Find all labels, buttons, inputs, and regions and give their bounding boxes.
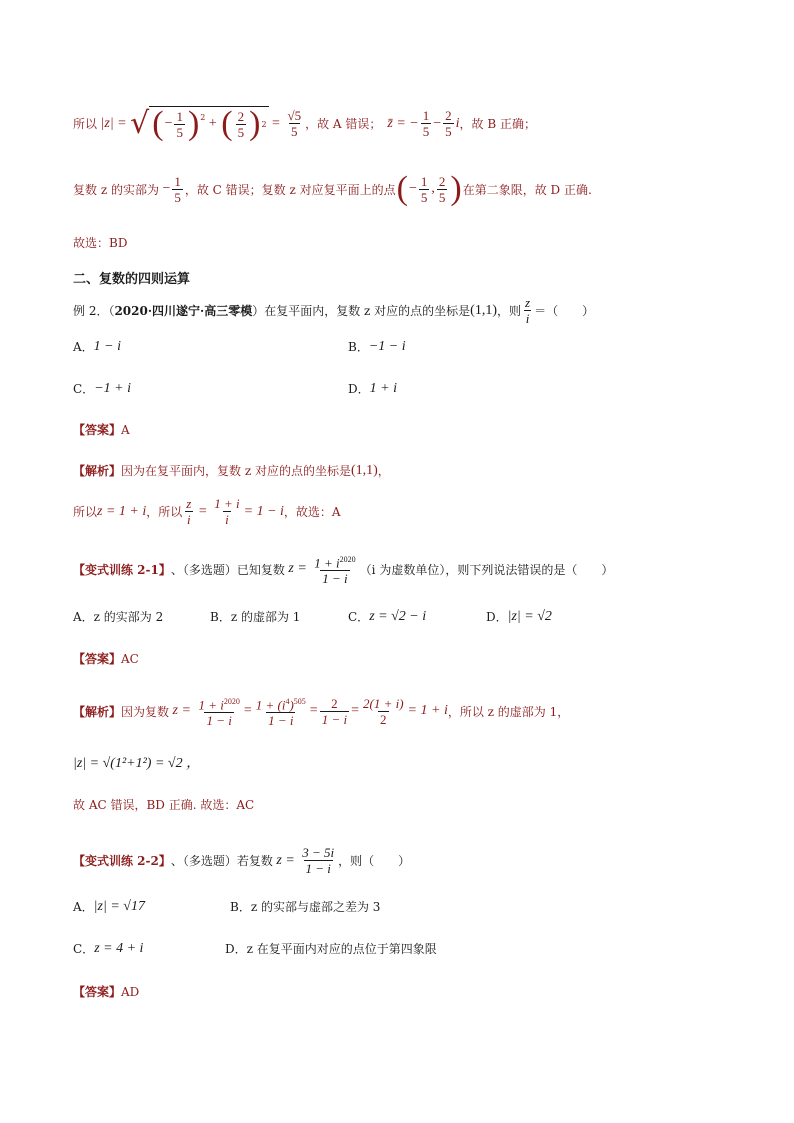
option-label: D．	[348, 382, 370, 396]
answer-value: A	[121, 422, 130, 437]
solution-line-real-part: 复数 z 的实部为 − $\frac{1}{5}$ ，故 C 错误；复数 z 对应复平面上的点 ( − $\frac{1}{5}$ , $\frac{2}{5}$ ) 在第二象限，故 D 正确.	[73, 170, 592, 207]
example-coord: (1,1)	[470, 302, 497, 318]
option-label: B．	[348, 340, 369, 354]
analysis-text: 因为在复平面内，复数 z 对应的点的坐标是	[121, 464, 351, 478]
section-title	[73, 268, 190, 287]
analysis-tail: ，	[377, 464, 390, 478]
answer-label: 【答案】	[73, 652, 122, 666]
ex2-calculation: 所以 z = 1 + i ，所以 $\frac{z}{i}$ = $\frac{1 + i}{i}$ = 1 − i ，故选：A	[73, 496, 341, 527]
variant-text: 、（多选题）若复数	[170, 854, 273, 868]
option-value: −1 − i	[368, 338, 406, 354]
option-label: C．	[73, 382, 95, 396]
math-abs-z: |z| =	[97, 115, 131, 131]
variant-2-2-question: 【变式训练 2-2】 、（多选题）若复数 z = $\frac{3 - 5i}{1 - i}$ ，则（ ）	[73, 845, 411, 876]
option-label: C．	[348, 610, 370, 624]
option-value: |z| = √2	[507, 608, 552, 624]
solution-line-modulus: 所以 |z| = √ ( − $\frac{1}{5}$ ) 2 + ( $\frac{2}{5}$ ) 2 = $\frac{√5}{5}$ ，故 A 错误； z̄ = − $\frac{1}{5}$ − $\frac{2}{5}$ i ，故 B 正确；	[73, 105, 536, 142]
analysis-eq: = 1 + i	[407, 703, 448, 719]
option-label: A．	[73, 340, 94, 354]
answer-label: 【答案】	[73, 423, 122, 437]
answer-value: AC	[121, 651, 139, 666]
example-source: 2020·四川遂宁·高三零模	[114, 304, 253, 318]
text-mid: ，故 A 错误；	[305, 117, 382, 131]
text-prefix: 复数 z 的实部为	[73, 182, 159, 197]
math-sqrt: √ ( − $\frac{1}{5}$ ) 2 + ( $\frac{2}{5}$ ) 2	[130, 105, 267, 142]
variant-note: （i 为虚数单位），则下列说法错误的是（ ）	[359, 562, 614, 577]
ex2-option-a	[73, 338, 121, 355]
example-2-question: 例 2．（ 2020·四川遂宁·高三零模 ）在复平面内，复数 z 对应的点的坐标是 (1,1) ，则 $\frac{z}{i}$ ＝（ ）	[73, 295, 595, 326]
calc-prefix: 所以	[73, 505, 98, 519]
calc-eq2: = 1 − i	[243, 503, 284, 519]
var1-modulus	[73, 752, 200, 772]
option-label: C．	[73, 942, 95, 956]
variant-2-1-question: 【变式训练 2-1】 、（多选题）已知复数 z = $\frac{1 + i^{2020}}{1 - i}$ （i 为虚数单位），则下列说法错误的是（ ）	[73, 555, 614, 587]
option-value: |z| = √17	[93, 898, 145, 914]
answer-value: AD	[121, 984, 140, 999]
conclusion-text: 故 AC 错误，BD 正确. 故选：AC	[73, 798, 255, 812]
variant-label: 【变式训练 2-1】	[73, 562, 171, 577]
var2-option-a	[73, 898, 145, 915]
var1-option-b	[210, 608, 300, 625]
example-prefix: 例 2．（	[73, 304, 115, 318]
var2-answer	[73, 983, 139, 1000]
math-conjugate: z̄ = −	[387, 115, 419, 131]
solution-choice	[73, 234, 127, 251]
ex2-answer	[73, 421, 130, 438]
var1-answer	[73, 650, 139, 667]
var1-conclusion	[73, 796, 254, 813]
example-blank: ＝（ ）	[534, 304, 595, 318]
option-text: A．z 的实部为 2	[73, 610, 164, 624]
calc-eq1: z = 1 + i	[97, 503, 147, 519]
analysis-end: ，所以 z 的虚部为 1，	[447, 704, 570, 719]
option-value: −1 + i	[94, 380, 131, 396]
var1-option-a	[73, 608, 163, 625]
ex2-option-b	[348, 338, 406, 355]
text-end: ，故 B 正确；	[459, 117, 536, 131]
option-value: z = 4 + i	[94, 940, 144, 956]
text-mid: ，故 C 错误；复数 z 对应复平面上的点	[184, 182, 396, 197]
option-value: 1 + i	[369, 380, 397, 396]
choice-text: 故选：BD	[73, 236, 128, 250]
example-text: ）在复平面内，复数 z 对应的点的坐标是	[252, 304, 471, 318]
var2-option-b	[230, 898, 380, 915]
analysis-text: 因为复数	[121, 704, 170, 719]
option-text: B．z 的虚部为 1	[210, 610, 301, 624]
variant-text: 、（多选题）已知复数	[170, 562, 285, 577]
modulus-text: |z| = √(1²+1²) = √2 ，	[73, 756, 201, 771]
variant-end: ，则（ ）	[338, 854, 411, 868]
analysis-coord: (1,1)	[350, 462, 378, 478]
var1-analysis: 【解析】 因为复数 z = $\frac{1 + i^{2020}}{1 - i}$ = $\frac{1 + (i^4)^{505}}{1 - i}$ = $\frac{2}{1 - i}$ = $\frac{2(1 + i)}{2}$ = 1 + i ，所以 z 的虚部为 1，	[73, 695, 570, 729]
analysis-label: 【解析】	[73, 464, 122, 478]
option-label: A．	[73, 900, 94, 914]
option-label: D．	[486, 610, 508, 624]
calc-end: ，故选：A	[283, 505, 341, 519]
text-prefix: 所以	[73, 117, 98, 131]
example-ask: ，则	[497, 304, 522, 318]
option-text: D．z 在复平面内对应的点位于第四象限	[225, 942, 437, 956]
ex2-option-d	[348, 380, 397, 397]
var2-option-d	[225, 940, 437, 957]
variant-label: 【变式训练 2-2】	[73, 854, 171, 868]
analysis-label: 【解析】	[73, 704, 122, 719]
text-end: 在第二象限，故 D 正确.	[462, 182, 592, 197]
var1-option-c	[348, 608, 426, 625]
option-value: z = √2 − i	[369, 608, 427, 624]
var2-option-c	[73, 940, 143, 957]
calc-mid: ，所以	[146, 505, 183, 519]
var1-option-d	[486, 608, 552, 625]
answer-label: 【答案】	[73, 985, 122, 999]
option-value: 1 − i	[93, 338, 122, 354]
option-text: B．z 的实部与虚部之差为 3	[230, 900, 381, 914]
ex2-option-c	[73, 380, 131, 397]
section-title-text: 二、复数的四则运算	[73, 272, 191, 287]
ex2-analysis	[73, 462, 390, 479]
